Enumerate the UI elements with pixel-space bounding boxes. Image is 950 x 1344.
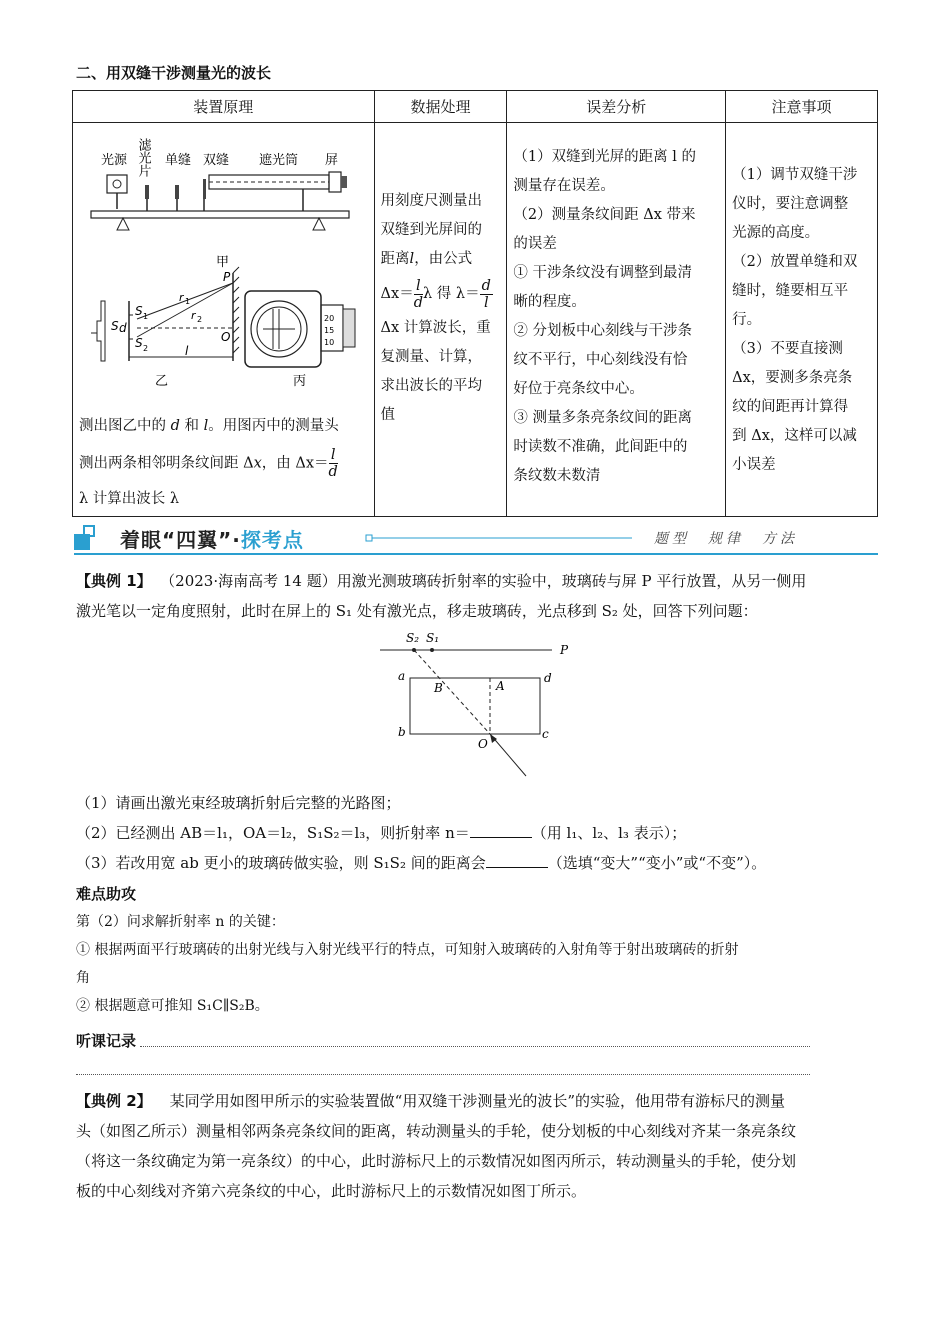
p-fraction: $\frac{l}{d}$ <box>328 447 338 480</box>
d-line2: 双缝到光屏间的 <box>380 222 483 238</box>
n-line: 光源的高度。 <box>732 225 820 241</box>
d-line6: 复测量、计算， <box>380 349 483 365</box>
e-line: 晰的程度。 <box>513 294 586 310</box>
n-line: （3）不要直接测 <box>732 341 843 357</box>
notes-line-2[interactable] <box>76 1074 810 1075</box>
e-line: （1）双缝到光屏的距离 l 的 <box>513 149 696 165</box>
label-d: d <box>119 321 127 335</box>
fig-c: c <box>542 727 549 741</box>
p-line1-l: l <box>203 418 209 434</box>
n-line: 行。 <box>732 312 762 328</box>
p-line1-b: 和 <box>184 418 200 434</box>
notes-line-1[interactable] <box>140 1046 810 1047</box>
n-line: Δx，要测多条亮条 <box>732 370 853 386</box>
label-bing: 丙 <box>293 374 307 389</box>
example2-line3: （将这一条纹确定为第一亮条纹）的中心，此时游标尺上的示数情况如图丙所示，转动测量头的手轮，使分划 <box>76 1152 797 1170</box>
n-line: 小误差 <box>732 457 776 473</box>
bulb-icon <box>113 180 121 188</box>
banner-right-text: 题型 规律 方法 <box>654 531 798 547</box>
example2-line1: 某同学用如图甲所示的实验装置做“用双缝干涉测量光的波长”的实验，他用带有游标尺的测量 <box>169 1092 786 1110</box>
d-line3-b: ，由公式 <box>414 251 473 267</box>
label-s2-sub: 2 <box>143 344 149 353</box>
label-screen: 屏 <box>325 153 339 168</box>
answer-blank-2[interactable] <box>470 824 532 838</box>
label-tube: 遮光筒 <box>259 153 299 168</box>
notes-label: 听课记录 <box>76 1032 137 1050</box>
question-2-a: （2）已经测出 AB＝l₁，OA＝l₂，S₁S₂＝l₃，则折射率 n＝ <box>76 824 470 842</box>
header-notes: 注意事项 <box>726 91 878 123</box>
example2-tag: 【典例 2】 <box>76 1092 152 1110</box>
fig-s2: S₂ <box>406 631 420 645</box>
e-line: 条纹数未数清 <box>513 468 601 484</box>
question-3-b: （选填“变大”“变小”或“不变”）。 <box>547 854 767 872</box>
e-line: （2）测量条纹间距 Δx 带来 <box>513 207 696 223</box>
label-jia: 甲 <box>216 255 230 270</box>
fig-B: B <box>434 681 443 695</box>
e-line: ③ 测量多条亮条纹间的距离 <box>513 410 692 426</box>
label-s1: S <box>135 304 143 318</box>
hint-line3: 角 <box>76 970 90 986</box>
label-r1-sub: 1 <box>185 297 191 306</box>
n-line: 缝时，缝要相互平 <box>732 283 849 299</box>
label-l: l <box>185 344 189 358</box>
example1-source: （2023·海南高考 14 题） <box>167 572 337 590</box>
optical-bench <box>91 211 349 218</box>
header-data: 数据处理 <box>374 91 507 123</box>
e-line: 纹不平行，中心刻线没有恰 <box>513 352 688 368</box>
scale-15: 15 <box>324 326 335 335</box>
header-error: 误差分析 <box>507 91 726 123</box>
banner-dot: · <box>232 528 241 552</box>
d-line1: 用刻度尺测量出 <box>380 193 483 209</box>
label-light-source: 光源 <box>101 153 128 168</box>
p-line2-x: x <box>253 455 262 472</box>
n-line: （1）调节双缝干涉 <box>732 167 858 183</box>
dashed-ray <box>414 650 490 734</box>
example1-questions <box>76 788 876 878</box>
n-line: （2）放置单缝和双 <box>732 254 858 270</box>
header-principle: 装置原理 <box>73 91 375 123</box>
example2-line2: 头（如图乙所示）测量相邻两条亮条纹间的距离，转动测量头的手轮，使分划板的中心刻线对齐某一条亮条纹 <box>76 1122 797 1140</box>
data-cell <box>374 123 507 517</box>
e-line: ② 分划板中心刻线与干涉条 <box>513 323 692 339</box>
question-2-b: （用 l₁、l₂、l₃ 表示）； <box>531 824 687 842</box>
example2-block <box>76 1086 876 1206</box>
example1-intro <box>76 566 876 626</box>
label-s: S <box>111 319 119 333</box>
fig-s1: S₁ <box>426 631 440 645</box>
apparatus-diagram <box>73 123 373 411</box>
example2-line4: 板的中心刻线对齐第六亮条纹的中心，此时游标尺上的示数情况如图丁所示。 <box>76 1182 587 1200</box>
banner-title <box>120 524 304 553</box>
fig-A: A <box>496 679 505 693</box>
glass-diagram <box>380 628 580 780</box>
label-filter: 滤光片 <box>135 138 151 177</box>
p-line3: λ 计算出波长 λ <box>79 491 180 507</box>
hint-line4: ② 根据题意可推知 S₁C∥S₂B。 <box>76 998 269 1014</box>
banner-title-b: 探考点 <box>240 528 304 552</box>
example1-text-b: 激光笔以一定角度照射，此时在屏上的 S₁ 处有激光点，移走玻璃砖，光点移到 S₂ 处，回答下列问题： <box>76 602 758 620</box>
example1-tag: 【典例 1】 <box>76 572 152 590</box>
label-r1: r <box>179 291 184 304</box>
e-line: 时读数不准确，此间距中的 <box>513 439 688 455</box>
e-line: ① 干涉条纹没有调整到最清 <box>513 265 692 281</box>
fig-d: d <box>544 671 552 685</box>
question-3-a: （3）若改用宽 ab 更小的玻璃砖做实验，则 S₁S₂ 间的距离会 <box>76 854 486 872</box>
label-double-slit: 双缝 <box>203 153 230 168</box>
example1-text-a: 用激光测玻璃砖折射率的实验中，玻璃砖与屏 P 平行放置，从另一侧用 <box>336 572 807 590</box>
section-banner <box>72 520 878 560</box>
label-single-slit: 单缝 <box>165 153 192 168</box>
p-line2-b: ，由 Δx＝ <box>261 455 329 472</box>
n-line: 仪时，要注意调整 <box>732 196 849 212</box>
p-line1-a: 测出图乙中的 <box>79 418 166 434</box>
p-line2-a: 测出两条相邻明条纹间距 Δ <box>79 455 254 472</box>
glass-block <box>410 678 540 734</box>
fig-O: O <box>478 737 488 751</box>
label-r2: r <box>191 309 196 322</box>
label-r2-sub: 2 <box>197 315 203 324</box>
principle-text <box>79 411 371 514</box>
notes-cell <box>726 123 878 517</box>
summary-table <box>72 90 878 517</box>
d-line3-a: 距离 <box>380 251 410 267</box>
hint-line2: ① 根据两面平行玻璃砖的出射光线与入射光线平行的特点，可知射入玻璃砖的入射角等于射出玻璃砖的折射 <box>76 942 739 958</box>
d-formula: Δx＝ $\frac{l}{d}$ λ 得 λ＝ $\frac{d}{l}$ <box>380 277 491 311</box>
error-cell <box>507 123 726 517</box>
d-line5: Δx 计算波长，重 <box>380 320 491 336</box>
label-s2: S <box>135 336 143 350</box>
scale-20: 20 <box>324 314 335 323</box>
hint-block <box>76 880 876 1020</box>
d-line8: 值 <box>380 407 396 423</box>
fig-a: a <box>398 669 406 683</box>
e-line: 的误差 <box>513 236 557 252</box>
n-line: 纹的间距再计算得 <box>732 399 849 415</box>
p-line1-d: d <box>170 418 180 434</box>
e-line: 测量存在误差。 <box>513 178 615 194</box>
label-s1-sub: 1 <box>143 312 149 321</box>
principle-cell <box>73 123 375 517</box>
light-source-box <box>107 175 127 193</box>
label-yi: 乙 <box>155 374 169 389</box>
hint-title: 难点助攻 <box>76 885 137 903</box>
label-p: P <box>223 270 231 284</box>
scale-10: 10 <box>324 338 335 347</box>
d-line7: 求出波长的平均 <box>380 378 483 394</box>
question-1: （1）请画出激光束经玻璃折射后完整的光路图； <box>76 794 401 812</box>
fig-b: b <box>398 725 406 739</box>
incident-ray <box>490 734 526 776</box>
label-o: O <box>221 330 231 344</box>
hint-line1: 第（2）问求解折射率 n 的关键： <box>76 914 285 930</box>
banner-title-a: 着眼“四翼” <box>120 528 233 552</box>
section-title: 二、用双缝干涉测量光的波长 <box>76 64 272 82</box>
fig-p: P <box>560 643 569 657</box>
d-line3-l: l <box>409 251 415 267</box>
p-line1-c: 。用图丙中的测量头 <box>208 418 339 434</box>
answer-blank-3[interactable] <box>486 854 548 868</box>
n-line: 到 Δx，这样可以减 <box>732 428 857 444</box>
e-line: 好位于亮条纹中心。 <box>513 381 644 397</box>
